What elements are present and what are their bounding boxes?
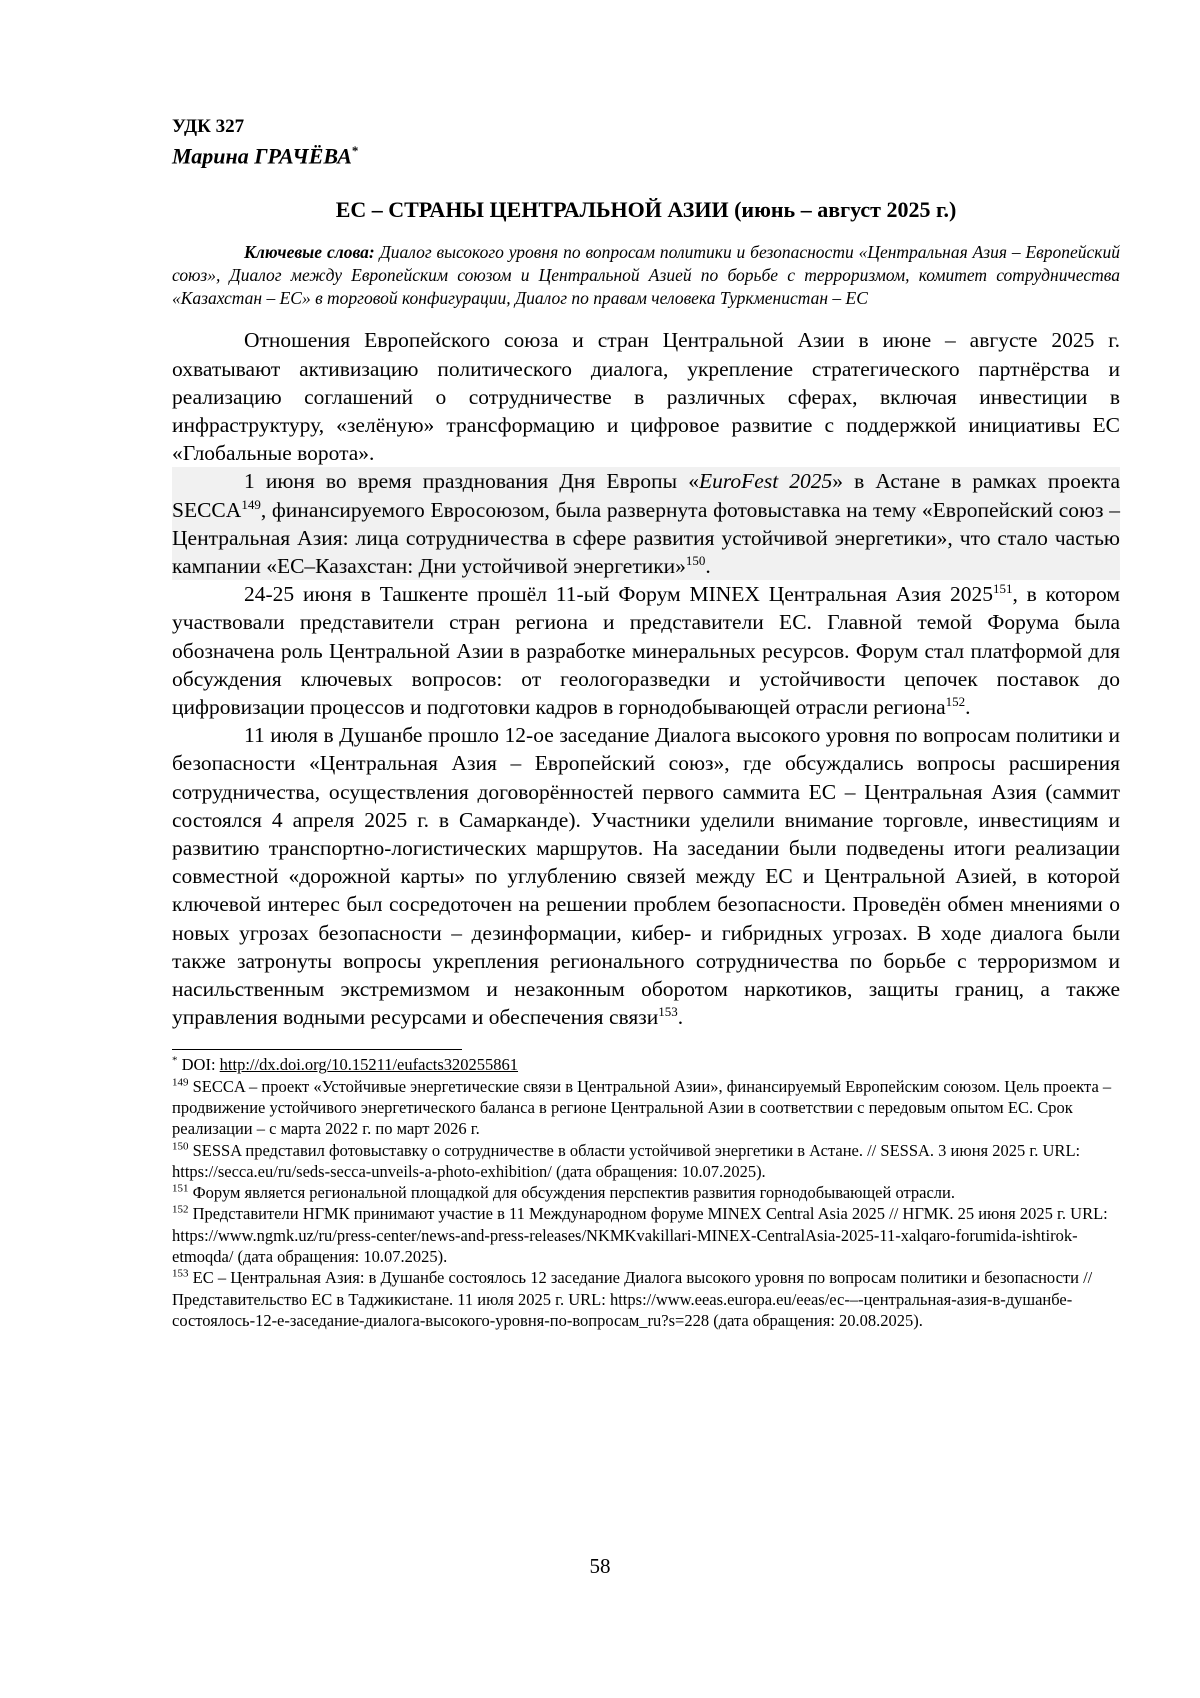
- footnote-149: [172, 1076, 1120, 1140]
- footnote-ref-153[interactable]: 153: [658, 1004, 678, 1020]
- page-content: [172, 116, 1120, 1331]
- paragraph-3: [172, 580, 1120, 721]
- keywords-block: [172, 241, 1120, 310]
- p3-text-a: 24-25 июня в Ташкенте прошёл 11-ый Форум MINEX Центральная Азия 2025: [244, 582, 993, 607]
- footnote-150: [172, 1140, 1120, 1183]
- footnotes: [172, 1054, 1120, 1331]
- footnote-number: 151: [172, 1182, 189, 1195]
- p2-event-name: EuroFest 2025: [698, 469, 833, 494]
- p2-text-d: .: [705, 553, 711, 578]
- p3-text-c: .: [965, 694, 971, 719]
- p2-text-b: » в Астане в рамках проекта SECCA: [172, 469, 1121, 522]
- footnote-151: [172, 1182, 1120, 1203]
- udk-code: УДК 327: [172, 116, 245, 137]
- footnote-mark: *: [172, 1054, 178, 1067]
- footnote-ref-152[interactable]: 152: [945, 693, 966, 709]
- article-title: ЕС – СТРАНЫ ЦЕНТРАЛЬНОЙ АЗИИ (июнь – август 2025 г.): [335, 197, 957, 223]
- page-number: 58: [589, 1554, 611, 1578]
- author-name: [172, 138, 1120, 169]
- footnote-152: [172, 1203, 1120, 1267]
- footnote-ref-149[interactable]: 149: [241, 496, 261, 512]
- p4-text-a: 11 июля в Душанбе прошло 12-ое заседание Диалога высокого уровня по вопросам политики и безопасности «Центральная Азия – Европейский союз», где обсуждались вопросы расширения сотрудничества, осуществления договорённостей первого саммита ЕС – Центральная Азия (саммит состоялся 4 апреля 2025 г. в Самарканде). Участники уделили внимание торговле, инвестициям и развитию транспортно-логистических маршрутов. На заседании были подведены итоги реализации совместной «дорожной карты» по углублению связей между ЕС и Центральной Азией, в которой ключевой интерес был сосредоточен на решении проблем безопасности. Проведён обмен мнениями о новых угрозах безопасности – дезинформации, кибер- и гибридных угрозах. В ходе диалога были также затронуты вопросы укрепления регионального сотрудничества по борьбе с терроризмом и насильственным экстремизмом и незаконным оборотом наркотиков, защиты границ, а также управления водными ресурсами и обеспечения связи: [172, 723, 1120, 1030]
- footnote-text: SECCA – проект «Устойчивые энергетические связи в Центральной Азии», финансируемый Европейским союзом. Цель проекта – продвижение устойчивого энергетического баланса в регионе Центральной Азии в соответствии с передовым опытом ЕС. Срок реализации – с марта 2022 г. по март 2026 г.: [172, 1076, 1112, 1139]
- keywords-text: Диалог высокого уровня по вопросам политики и безопасности «Центральная Азия – Европейский союз», Диалог между Европейским союзом и Центральной Азией по борьбе с терроризмом, комитет сотрудничества «Казахстан – ЕС» в торговой конфигурации, Диалог по правам человека Туркменистан – ЕС: [172, 242, 1120, 309]
- p3-text-b: , в котором участвовали представители стран региона и представители ЕС. Главной темой Форума была обозначена роль Центральной Азии в разработке минеральных ресурсов. Форум стал платформой для обсуждения ключевых вопросов: от геологоразведки и устойчивости цепочек поставок до цифровизации процессов и подготовки кадров в горнодобывающей отрасли региона: [172, 582, 1120, 719]
- footnote-text: Представители НГМК принимают участие в 11 Международном форуме MINEX Central Asia 2025 // НГМК. 25 июня 2025 г. URL: https://www.ngmk.uz/ru/press-center/news-and-press-releases/NKMKvakillari-MINEX-CentralAsia-2025-11-xalqaro-forumida-ishtirok-etmoqda/ (дата обращения: 10.07.2025).: [172, 1204, 1108, 1267]
- p2-text-c: , финансируемого Евросоюзом, была развернута фотовыставка на тему «Европейский союз – Центральная Азия: лица сотрудничества в сфере развития устойчивой энергетики», что стало частью кампании «ЕС–Казахстан: Дни устойчивой энергетики»: [172, 497, 1120, 578]
- paragraph-1: Отношения Европейского союза и стран Центральной Азии в июне – августе 2025 г. охватывают активизацию политического диалога, укрепление стратегического партнёрства и реализацию соглашений о сотрудничестве в различных сферах, включая инвестиции в инфраструктуру, «зелёную» трансформацию и цифровое развитие с поддержкой инициативы ЕС «Глобальные ворота».: [172, 328, 1120, 466]
- footnote-doi: [172, 1054, 1120, 1075]
- footnote-number: 153: [172, 1267, 189, 1280]
- footnote-number: 152: [172, 1203, 189, 1216]
- footnote-153: [172, 1267, 1120, 1331]
- footnote-divider: [172, 1049, 462, 1050]
- footnote-number: 149: [172, 1076, 189, 1089]
- doi-label: DOI:: [177, 1055, 220, 1075]
- keywords-label: Ключевые слова:: [244, 242, 375, 263]
- paragraph-2: [172, 467, 1120, 580]
- p2-text-a: 1 июня во время празднования Дня Европы «: [244, 469, 699, 494]
- paragraph-4: [172, 721, 1120, 1031]
- author-footnote-mark[interactable]: *: [351, 143, 359, 158]
- p4-text-b: .: [677, 1005, 684, 1030]
- footnote-number: 150: [172, 1140, 189, 1153]
- author-name-text: Марина ГРАЧЁВА: [172, 143, 352, 169]
- footnote-text: SESSA представил фотовыставку о сотрудничестве в области устойчивой энергетики в Астане. // SESSA. 3 июня 2025 г. URL: https://secca.eu/ru/seds-secca-unveils-a-photo-exhibition/ (дата обращения: 10.07.2025).: [172, 1140, 1081, 1181]
- footnote-text: ЕС – Центральная Азия: в Душанбе состоялось 12 заседание Диалога высокого уровня по вопросам политики и безопасности // Представительство ЕС в Таджикистане. 11 июля 2025 г. URL: https://www.eeas.europa.eu/eeas/ес-–-центральная-азия-в-душанбе-состоялось-12-е-заседание-диалога-высокого-уровня-по-вопросам_ru?s=228 (дата обращения: 20.08.2025).: [172, 1268, 1093, 1330]
- article-body: [172, 326, 1120, 1031]
- footnote-ref-151[interactable]: 151: [992, 581, 1013, 596]
- footnote-ref-150[interactable]: 150: [685, 552, 706, 568]
- footnote-text: Форум является региональной площадкой для обсуждения перспектив развития горнодобывающей отрасли.: [188, 1183, 955, 1203]
- doi-link[interactable]: http://dx.doi.org/10.15211/eufacts320255861: [219, 1055, 519, 1075]
